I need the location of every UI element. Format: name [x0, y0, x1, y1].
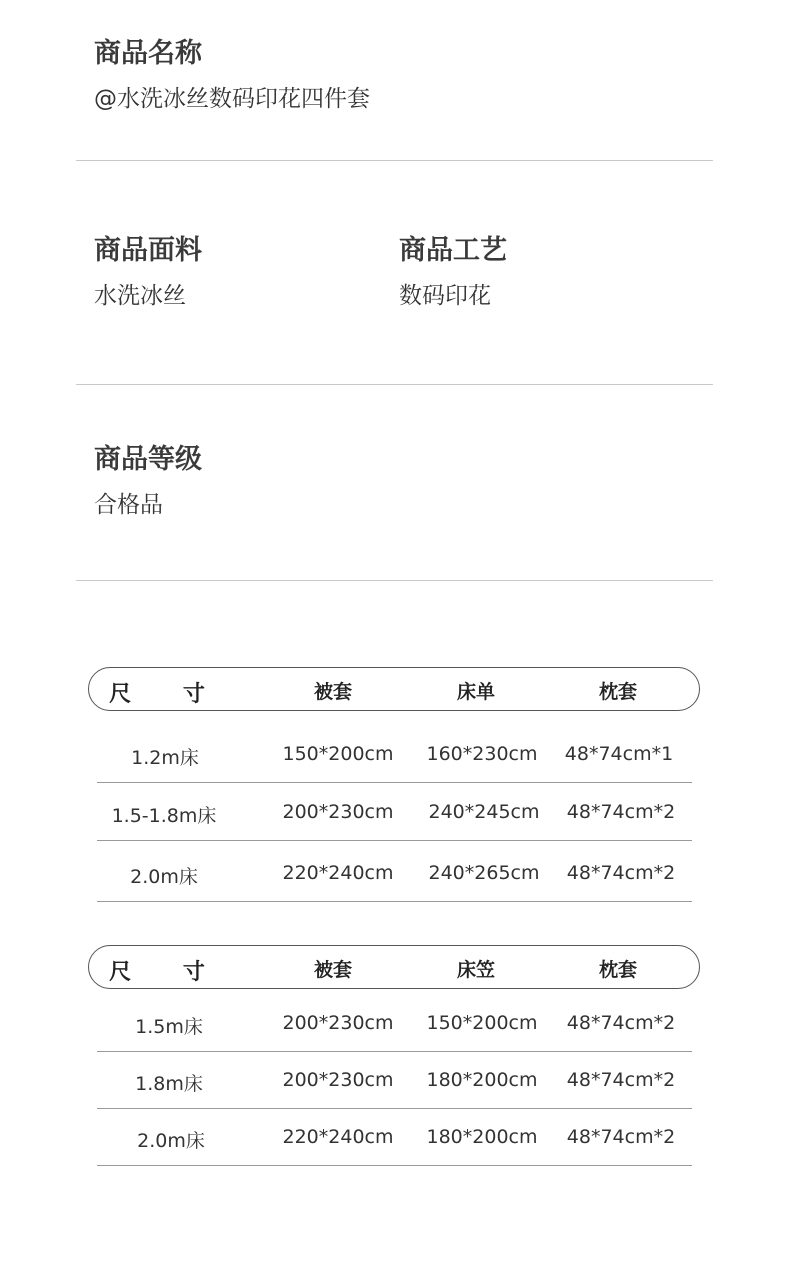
product-name-label: 商品名称: [94, 38, 202, 69]
grade-label: 商品等级: [94, 444, 202, 475]
table-cell: 48*74cm*2: [566, 862, 676, 884]
table-cell: 1.5-1.8m床: [111, 805, 217, 827]
header-pillowcase: 枕套: [598, 959, 638, 981]
header-duvet: 被套: [313, 681, 353, 703]
header-pillowcase: 枕套: [598, 681, 638, 703]
divider: [76, 580, 713, 581]
row-divider: [97, 840, 692, 841]
table-cell: 150*200cm: [426, 1012, 538, 1034]
table-cell: 48*74cm*2: [566, 801, 676, 823]
row-divider: [97, 901, 692, 902]
table-cell: 160*230cm: [426, 743, 538, 765]
fabric-value: 水洗冰丝: [94, 283, 186, 309]
table-cell: 150*200cm: [282, 743, 394, 765]
craft-value: 数码印花: [399, 283, 491, 309]
header-sheet: 床单: [456, 681, 496, 703]
grade-value: 合格品: [94, 492, 163, 518]
table-cell: 48*74cm*2: [566, 1069, 676, 1091]
row-divider: [97, 1165, 692, 1166]
header-size: 尺 寸: [109, 682, 227, 707]
table-cell: 240*245cm: [428, 801, 540, 823]
divider: [76, 160, 713, 161]
table-cell: 1.8m床: [135, 1073, 203, 1095]
table-cell: 240*265cm: [428, 862, 540, 884]
row-divider: [97, 782, 692, 783]
table-cell: 1.5m床: [135, 1016, 203, 1038]
header-size: 尺 寸: [109, 960, 227, 985]
table-cell: 1.2m床: [131, 747, 199, 769]
product-name-value: @水洗冰丝数码印花四件套: [94, 86, 370, 112]
table-cell: 2.0m床: [130, 866, 198, 888]
table-cell: 200*230cm: [282, 1069, 394, 1091]
row-divider: [97, 1108, 692, 1109]
divider: [76, 384, 713, 385]
table-cell: 48*74cm*1: [564, 743, 674, 765]
row-divider: [97, 1051, 692, 1052]
table-cell: 220*240cm: [282, 1126, 394, 1148]
table-cell: 2.0m床: [137, 1130, 205, 1152]
fabric-label: 商品面料: [94, 235, 202, 266]
header-fitted-sheet: 床笠: [456, 959, 496, 981]
craft-label: 商品工艺: [399, 235, 507, 266]
table-cell: 200*230cm: [282, 801, 394, 823]
table-cell: 48*74cm*2: [566, 1012, 676, 1034]
table-cell: 180*200cm: [426, 1069, 538, 1091]
table-cell: 200*230cm: [282, 1012, 394, 1034]
table-cell: 180*200cm: [426, 1126, 538, 1148]
table-cell: 220*240cm: [282, 862, 394, 884]
header-duvet: 被套: [313, 959, 353, 981]
table-cell: 48*74cm*2: [566, 1126, 676, 1148]
